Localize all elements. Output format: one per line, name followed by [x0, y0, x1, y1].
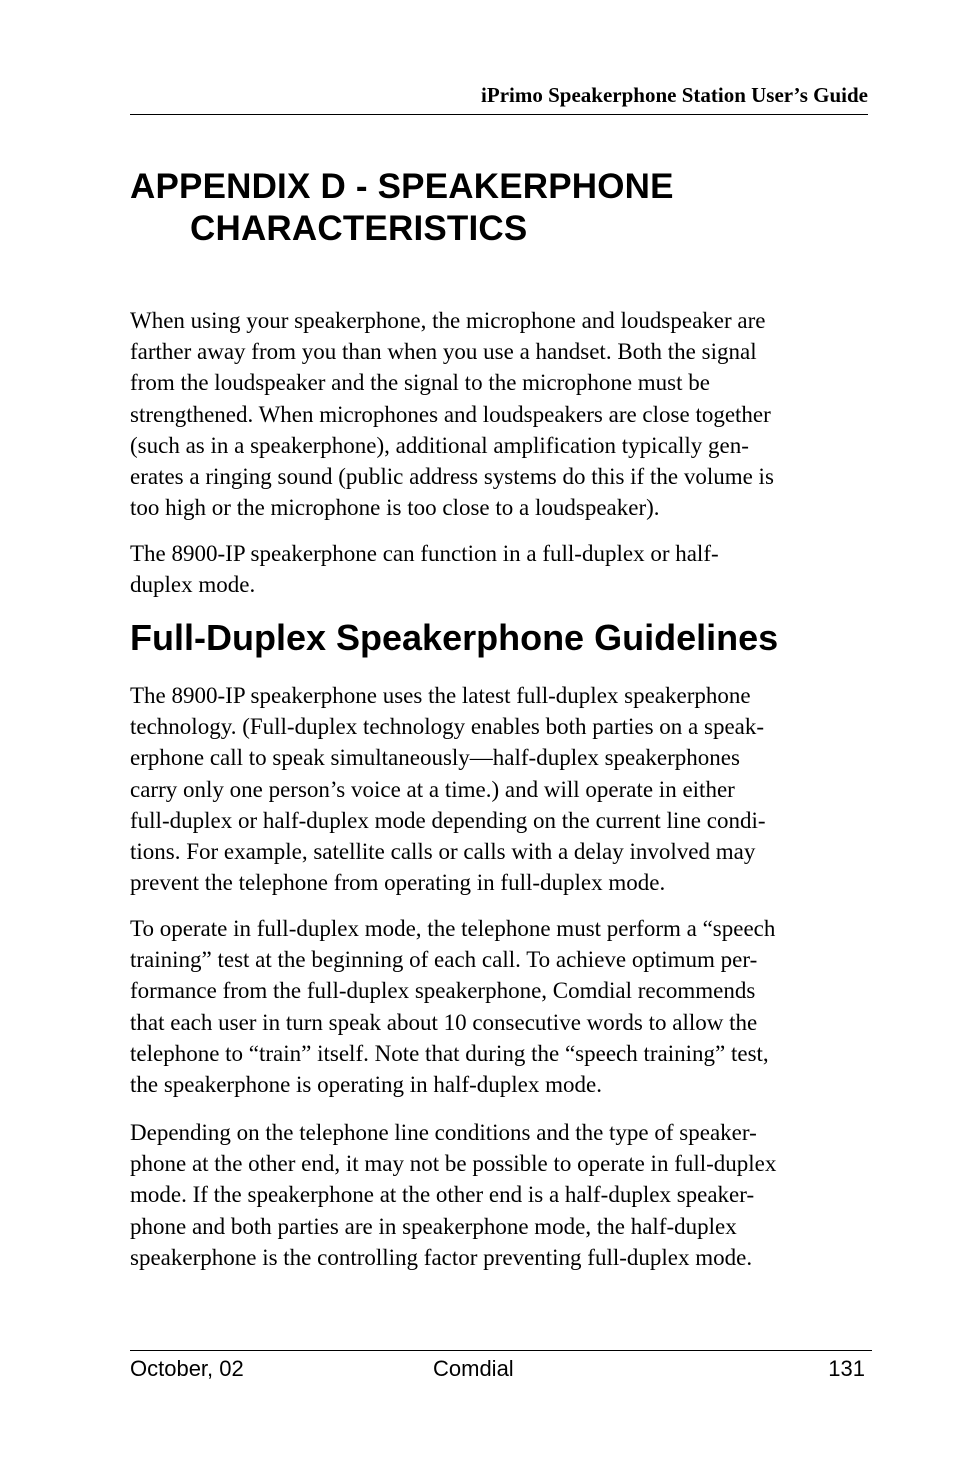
running-header: iPrimo Speakerphone Station User’s Guide: [481, 83, 868, 107]
footer-rule: [130, 1350, 872, 1351]
text-line: training” test at the beginning of each call. To achieve optimum per-: [130, 947, 758, 973]
text-line: full-duplex or half-duplex mode depending on the current line condi-: [130, 807, 766, 833]
text-line: carry only one person’s voice at a time.) and will operate in either: [130, 776, 735, 802]
text-line: phone and both parties are in speakerphone mode, the half-duplex: [130, 1213, 737, 1239]
text-line: duplex mode.: [130, 572, 256, 598]
text-line: erates a ringing sound (public address systems do this if the volume is: [130, 464, 774, 490]
text-line: When using your speakerphone, the microphone and loudspeaker are: [130, 308, 766, 333]
text-line: telephone to “train” itself. Note that during the “speech training” test,: [130, 1040, 769, 1066]
text-line: technology. (Full-duplex technology enables both parties on a speak-: [130, 714, 765, 740]
text-line: (such as in a speakerphone), additional amplification typically gen-: [130, 432, 749, 458]
text-line: farther away from you than when you use a handset. Both the signal: [130, 339, 757, 365]
text-line: from the loudspeaker and the signal to the microphone must be: [130, 370, 710, 396]
appendix-title-line-2: CHARACTERISTICS: [190, 209, 528, 248]
intro-paragraph-1: [130, 305, 774, 523]
text-line: speakerphone is the controlling factor preventing full-duplex mode.: [130, 1244, 753, 1270]
text-line: mode. If the speakerphone at the other end is a half-duplex speaker-: [130, 1182, 755, 1208]
text-line: prevent the telephone from operating in full-duplex mode.: [130, 870, 666, 896]
text-line: The 8900-IP speakerphone uses the latest full-duplex speakerphone: [130, 683, 751, 708]
section-heading: Full-Duplex Speakerphone Guidelines: [130, 617, 779, 658]
text-line: too high or the microphone is too close to a loudspeaker).: [130, 495, 660, 521]
text-line: formance from the full-duplex speakerphone, Comdial recommends: [130, 978, 756, 1004]
text-line: strengthened. When microphones and loudspeakers are close together: [130, 401, 771, 427]
section-paragraph-1: [130, 680, 766, 898]
appendix-title: [130, 166, 868, 250]
page-footer: [130, 1355, 865, 1383]
text-line: erphone call to speak simultaneously—half-duplex speakerphones: [130, 745, 740, 771]
page-number: 131: [828, 1356, 865, 1381]
header-rule: [130, 114, 868, 115]
text-line: tions. For example, satellite calls or calls with a delay involved may: [130, 839, 756, 865]
text-line: phone at the other end, it may not be possible to operate in full-duplex: [130, 1151, 777, 1177]
intro-paragraph-2: [130, 538, 719, 600]
text-line: Depending on the telephone line conditions and the type of speaker-: [130, 1120, 757, 1145]
footer-company: Comdial: [433, 1356, 514, 1381]
text-line: that each user in turn speak about 10 consecutive words to allow the: [130, 1009, 758, 1035]
section-paragraph-3: [130, 1117, 776, 1273]
footer-date: October, 02: [130, 1356, 244, 1381]
appendix-title-line-1: APPENDIX D - SPEAKERPHONE: [130, 167, 674, 206]
text-line: the speakerphone is operating in half-duplex mode.: [130, 1072, 602, 1098]
text-line: To operate in full-duplex mode, the telephone must perform a “speech: [130, 916, 776, 941]
text-line: The 8900-IP speakerphone can function in a full-duplex or half-: [130, 541, 719, 566]
document-page: [130, 0, 868, 1475]
section-paragraph-2: [130, 913, 775, 1100]
